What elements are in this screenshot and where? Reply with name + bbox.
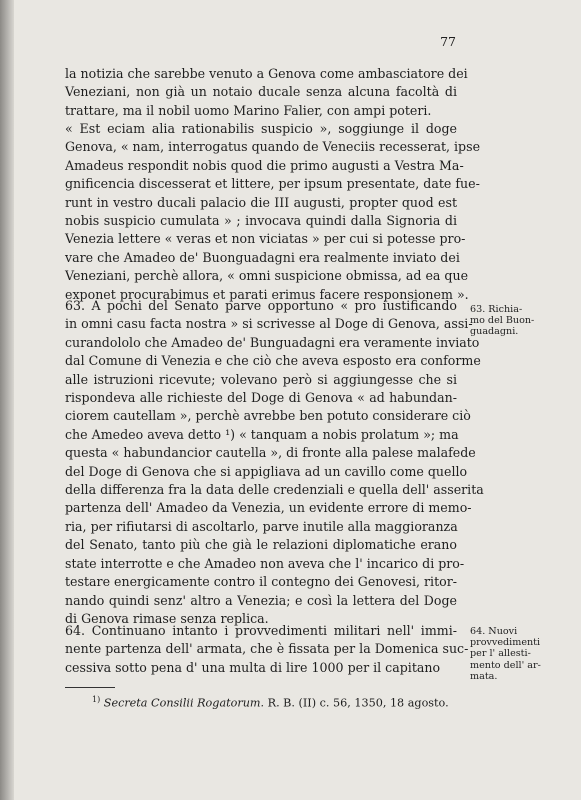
text-line: exponet procurabimus et parati erimus facere responsionem ». — [65, 286, 469, 302]
text-line: 64. Continuano intanto i provvedimenti militari nell' immi- — [65, 623, 457, 638]
text-line: Venezia lettere « veras et non viciatas » per cui si potesse pro- — [65, 231, 466, 247]
text-line: state interrotte e che Amadeo non aveva che l' incarico di pro- — [65, 555, 465, 571]
text-line: ria, per rifiutarsi di ascoltarlo, parve inutile alla maggioranza — [65, 518, 458, 534]
text-line: partenza dell' Amadeo da Venezia, un evidente errore di memo- — [65, 500, 472, 516]
page-binding-edge — [0, 0, 14, 800]
paragraph-2 — [65, 120, 481, 304]
footnote-marker: 1) — [92, 695, 101, 704]
text-line: che Amedeo aveva detto ¹) « tanquam a nobis prolatum »; ma — [65, 426, 459, 442]
text-line: trattare, ma il nobil uomo Marino Falier, con ampi poteri. — [65, 102, 432, 118]
margin-note-line: provvedimenti — [470, 637, 541, 649]
text-line: Veneziani, non già un notaio ducale senza alcuna facoltà di — [65, 84, 457, 100]
text-line: ciorem cautellam », perchè avrebbe ben potuto considerare ciò — [65, 408, 471, 424]
margin-note-line: mo del Buon- — [470, 315, 535, 327]
margin-note-line: guadagni. — [470, 326, 519, 338]
footnote-reference: R. B. (II) c. 56, 1350, 18 agosto. — [267, 696, 449, 710]
text-line: Genova, « nam, interrogatus quando de Veneciis recesserat, ipse — [65, 139, 481, 155]
margin-note-line: 63. Richia- — [470, 304, 523, 315]
text-line: questa « habundancior cautella », di fronte alla palese malafede — [65, 445, 476, 461]
footnote-source: Secreta Consilii Rogatorum. — [103, 696, 265, 710]
margin-note-line: 64. Nuovi — [470, 626, 518, 637]
margin-note-64 — [470, 626, 570, 682]
margin-note-line: per l' allesti- — [470, 648, 531, 660]
text-line: del Senato, tanto più che già le relazioni diplomatiche erano — [65, 537, 457, 553]
margin-note-line: mata. — [470, 670, 498, 682]
text-line: curandololo che Amadeo de' Bunguadagni era veramente inviato — [65, 334, 480, 350]
text-line: alle istruzioni ricevute; volevano però si aggiungesse che si — [65, 371, 457, 387]
text-line: runt in vestro ducali palacio die III augusti, propter quod est — [65, 194, 457, 210]
text-line: nando quindi senz' altro a Venezia; e così la lettera del Doge — [65, 592, 457, 608]
paragraph-1 — [65, 65, 468, 120]
paragraph-64 — [65, 622, 469, 677]
footnote-divider — [65, 687, 115, 688]
margin-note-63 — [470, 304, 570, 338]
text-line: dal Comune di Venezia e che ciò che aveva esposto era conforme — [65, 353, 481, 369]
text-line: testare energicamente contro il contegno dei Genovesi, ritor- — [65, 574, 458, 590]
text-line: rispondeva alle richieste del Doge di Genova « ad habundan- — [65, 390, 457, 406]
footnote — [92, 693, 472, 711]
paragraph-63 — [65, 297, 484, 628]
text-line: vare che Amadeo de' Buonguadagni era realmente inviato dei — [65, 249, 460, 265]
text-line: Amadeus respondit nobis quod die primo augusti a Vestra Ma- — [65, 157, 464, 173]
text-line: di Genova rimase senza replica. — [65, 610, 269, 626]
text-line: gnificencia discesserat et littere, per ipsum presentate, date fue- — [65, 176, 480, 192]
text-line: del Doge di Genova che si appigliava ad un cavillo come quello — [65, 463, 468, 479]
text-line: nente partenza dell' armata, che è fissata per la Domenica suc- — [65, 641, 469, 657]
text-line: della differenza fra la data delle credenziali e quella dell' asserita — [65, 482, 484, 498]
text-line: Veneziani, perchè allora, « omni suspicione obmissa, ad ea que — [65, 268, 469, 284]
text-line: « Est eciam alia rationabilis suspicio », soggiunge il doge — [65, 121, 457, 136]
page-number: 77 — [440, 34, 456, 49]
margin-note-line: mento dell' ar- — [470, 659, 541, 671]
text-line: nobis suspicio cumulata » ; invocava quindi dalla Signoria di — [65, 213, 457, 229]
text-line: la notizia che sarebbe venuto a Genova come ambasciatore dei — [65, 66, 468, 81]
text-line: 63. A pochi del Senato parve opportuno « pro iustificando — [65, 298, 457, 313]
text-line: cessiva sotto pena d' una multa di lire 1000 per il capitano — [65, 659, 441, 675]
text-line: in omni casu facta nostra » si scrivesse al Doge di Genova, assi- — [65, 316, 473, 332]
